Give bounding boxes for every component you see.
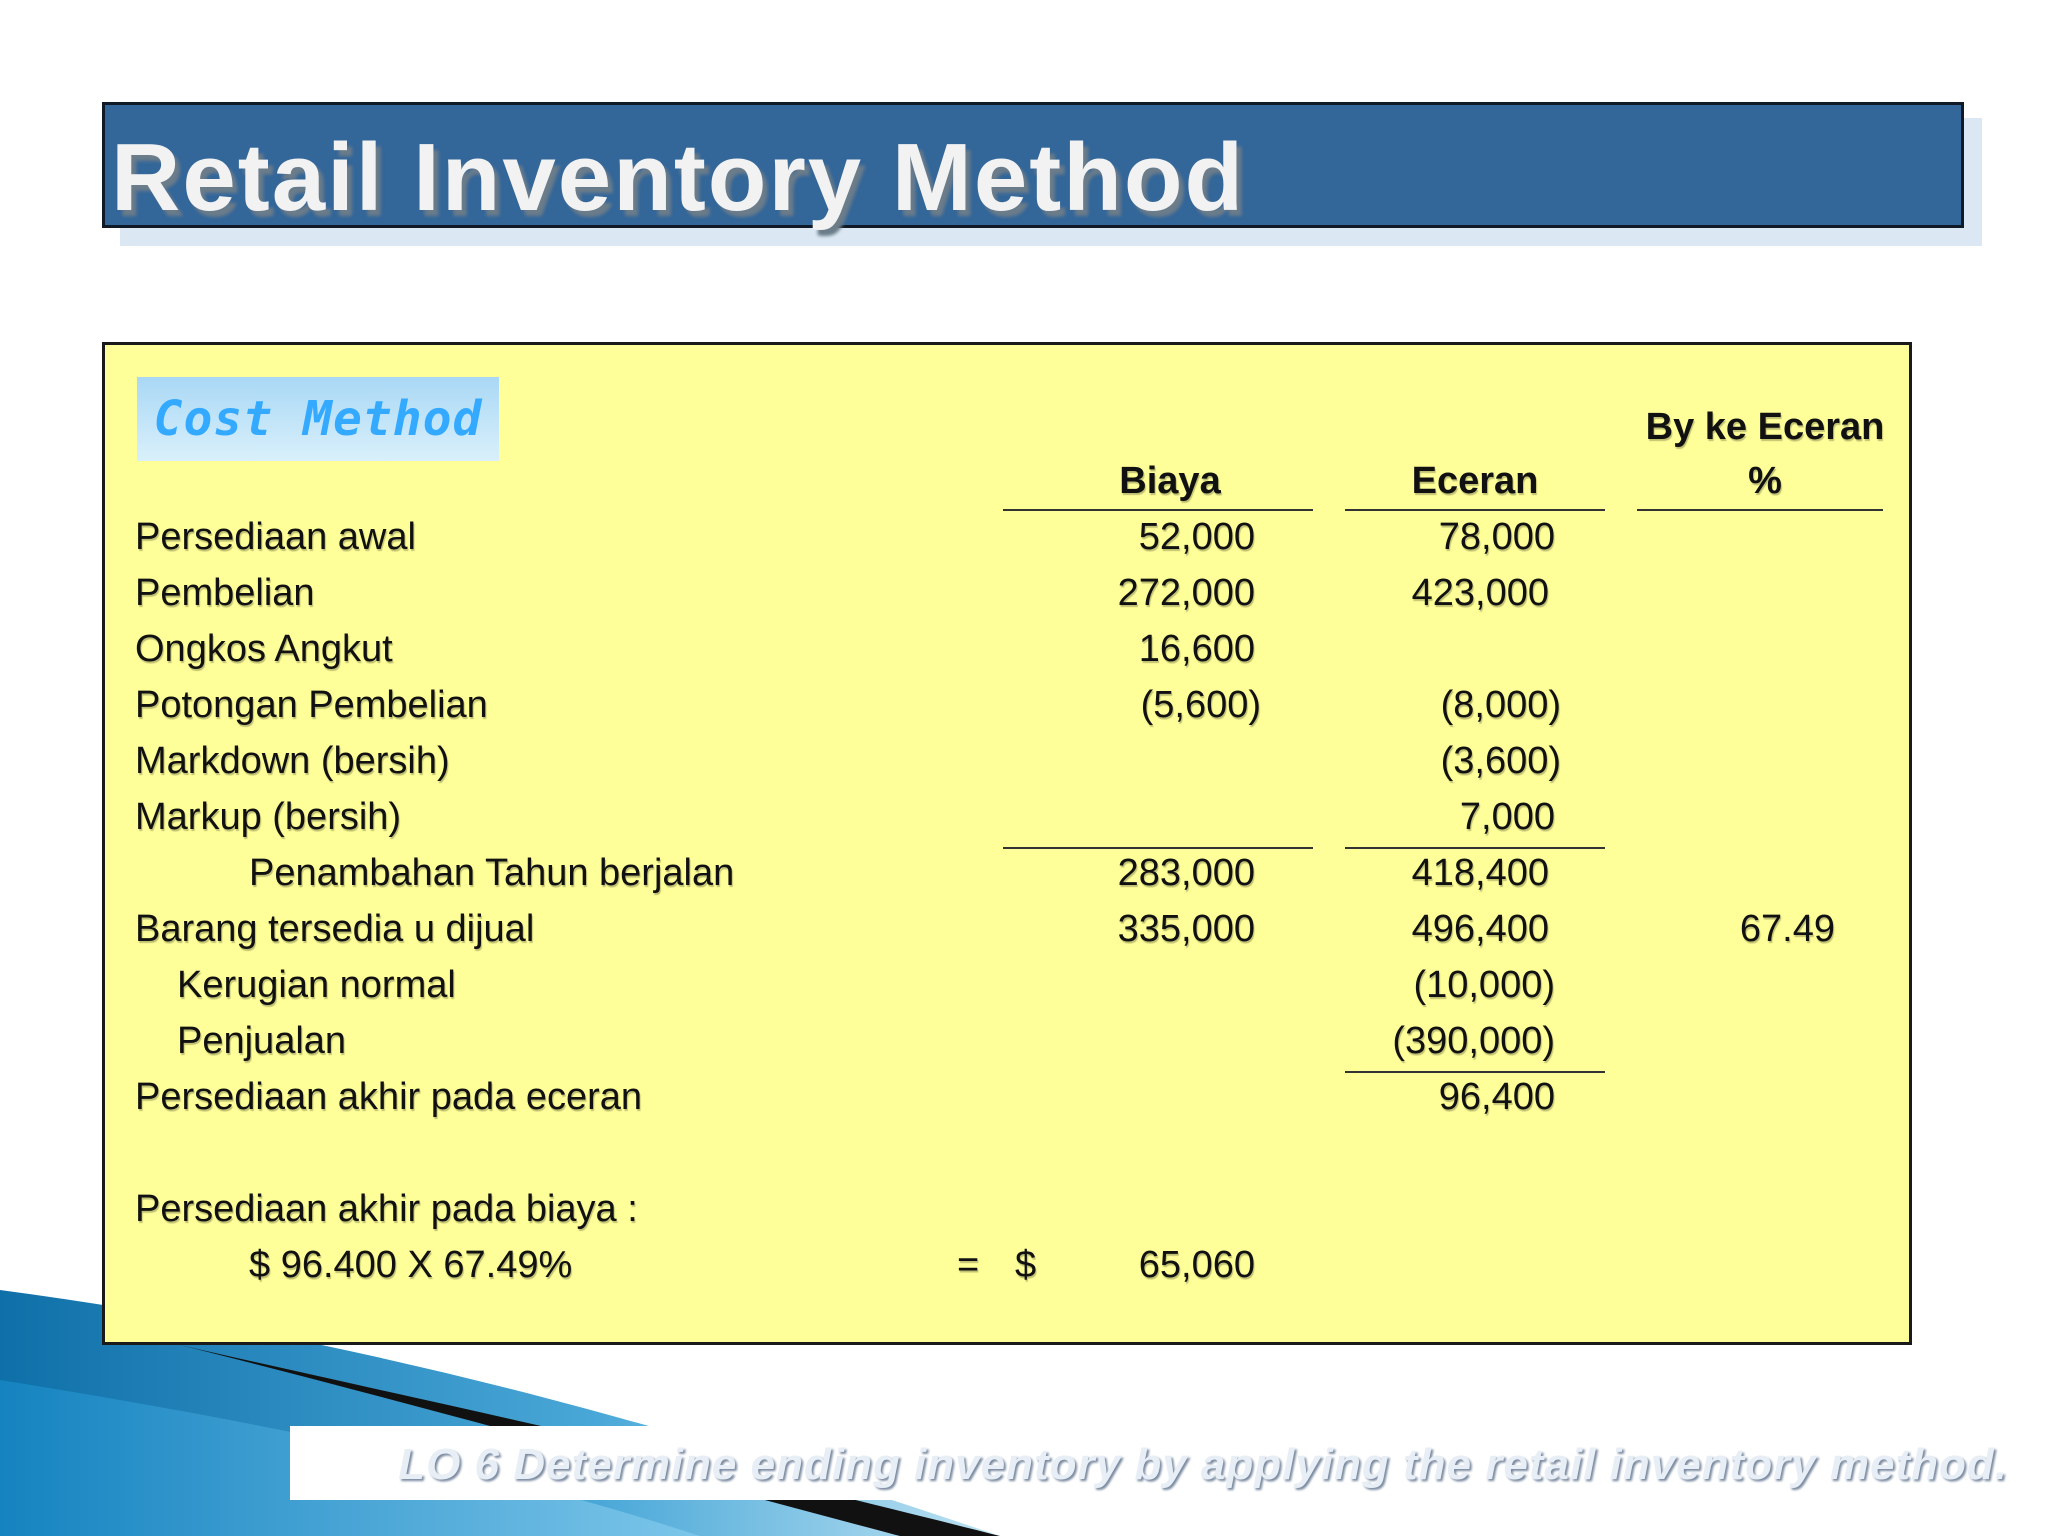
row-label: Persediaan akhir pada eceran — [135, 1076, 643, 1118]
header-eceran: Eceran — [1411, 460, 1539, 502]
biaya-value: 272,000 — [1117, 572, 1255, 614]
ratio-value: 67.49 — [1739, 908, 1835, 950]
row-label: Penambahan Tahun berjalan — [249, 852, 735, 894]
eceran-value: 423,000 — [1411, 572, 1549, 614]
cost-method-badge — [137, 377, 499, 461]
eceran-value: (3,600) — [1440, 740, 1561, 782]
calc-label: Persediaan akhir pada biaya : — [135, 1188, 638, 1230]
eceran-value: 7,000 — [1459, 796, 1555, 838]
badge-label: Cost Method — [153, 391, 483, 447]
calc-result: 65,060 — [1138, 1244, 1255, 1286]
row-label: Potongan Pembelian — [135, 684, 488, 726]
eceran-value: (8,000) — [1440, 684, 1561, 726]
biaya-value: 52,000 — [1138, 516, 1255, 558]
eceran-value: (390,000) — [1392, 1020, 1555, 1062]
learning-objective: LO 6 Determine ending inventory by applying the retail inventory method. — [398, 1440, 2008, 1489]
header-rule-ratio — [1637, 509, 1883, 511]
row-label: Barang tersedia u dijual — [135, 908, 535, 950]
biaya-value: 16,600 — [1138, 628, 1255, 670]
header-rule-biaya — [1003, 509, 1313, 511]
subtotal-rule-biaya — [1003, 847, 1313, 849]
eceran-value: 78,000 — [1438, 516, 1555, 558]
header-ratio-line1: By ke Eceran — [1645, 406, 1885, 448]
calc-formula: $ 96.400 X 67.49% — [249, 1244, 573, 1286]
header-biaya: Biaya — [1119, 460, 1221, 502]
row-label: Penjualan — [177, 1020, 347, 1062]
biaya-value: 283,000 — [1117, 852, 1255, 894]
biaya-value: 335,000 — [1117, 908, 1255, 950]
calc-currency: $ — [1015, 1244, 1037, 1286]
header-ratio-line2: % — [1748, 460, 1782, 502]
row-label: Kerugian normal — [177, 964, 456, 1006]
eceran-value: (10,000) — [1413, 964, 1555, 1006]
subtotal-rule-eceran — [1345, 847, 1605, 849]
row-label: Markdown (bersih) — [135, 740, 450, 782]
eceran-value: 496,400 — [1411, 908, 1549, 950]
eceran-value: 96,400 — [1438, 1076, 1555, 1118]
row-label: Pembelian — [135, 572, 315, 614]
row-label: Ongkos Angkut — [135, 628, 393, 670]
calc-equals: = — [957, 1244, 980, 1286]
row-label: Markup (bersih) — [135, 796, 402, 838]
title-banner — [102, 102, 1964, 231]
cost-method-panel — [102, 342, 1912, 1345]
page-title: Retail Inventory Method — [111, 124, 1246, 231]
biaya-value: (5,600) — [1140, 684, 1261, 726]
row-label: Persediaan awal — [135, 516, 416, 558]
total-rule-eceran — [1345, 1071, 1605, 1073]
header-rule-eceran — [1345, 509, 1605, 511]
eceran-value: 418,400 — [1411, 852, 1549, 894]
